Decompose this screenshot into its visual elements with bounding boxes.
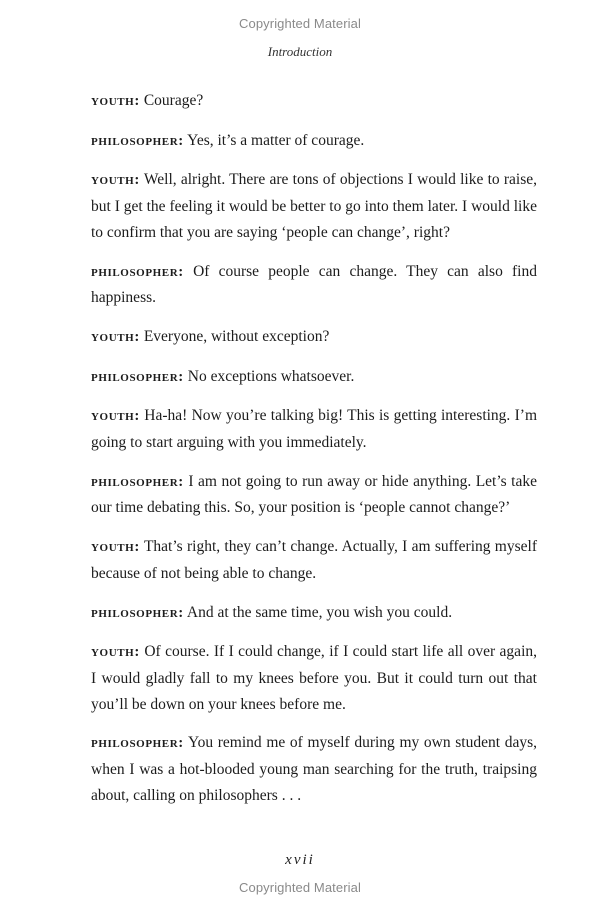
dialogue-text: Of course. If I could change, if I could start life all over again, I would gladly fall to my knees before you. But it could turn out that you’ll be down on your knees before me.: [91, 643, 537, 713]
dialogue-paragraph: [91, 600, 537, 627]
speaker-label: philosopher:: [91, 473, 184, 490]
dialogue-paragraph: [91, 534, 537, 586]
dialogue-text: And at the same time, you wish you could.: [183, 603, 453, 621]
dialogue-paragraph: [91, 259, 537, 311]
copyright-watermark-top: Copyrighted Material: [239, 16, 361, 31]
dialogue-text: Well, alright. There are tons of objections I would like to raise, but I get the feeling it would be better to go into them later. I would like to confirm that you are saying ‘people can change’, right?: [91, 171, 537, 241]
speaker-label: youth:: [91, 328, 140, 345]
dialogue-paragraph: [91, 128, 537, 155]
dialogue-body: [91, 88, 537, 821]
dialogue-paragraph: [91, 403, 537, 455]
dialogue-text: Everyone, without exception?: [139, 327, 330, 345]
dialogue-paragraph: [91, 730, 537, 808]
dialogue-paragraph: [91, 469, 537, 521]
dialogue-text: That’s right, they can’t change. Actually, I am suffering myself because of not being able to change.: [91, 538, 537, 582]
speaker-label: youth:: [91, 644, 140, 661]
speaker-label: youth:: [91, 172, 140, 189]
dialogue-paragraph: [91, 167, 537, 245]
dialogue-paragraph: [91, 324, 537, 351]
dialogue-text: Courage?: [139, 92, 204, 109]
dialogue-text: You remind me of myself during my own student days, when I was a hot-blooded young man searching for the truth, traipsing about, calling on philosophers . . .: [91, 734, 537, 804]
dialogue-text: No exceptions whatsoever.: [183, 367, 355, 385]
dialogue-paragraph: [91, 639, 537, 717]
speaker-label: youth:: [91, 408, 140, 425]
dialogue-text: Yes, it’s a matter of courage.: [183, 131, 365, 149]
speaker-label: philosopher:: [91, 132, 184, 149]
speaker-label: philosopher:: [91, 368, 184, 385]
speaker-label: philosopher:: [91, 263, 184, 280]
dialogue-text: I am not going to run away or hide anything. Let’s take our time debating this. So, your position is ‘people cannot change?’: [91, 472, 537, 517]
speaker-label: philosopher:: [91, 604, 184, 621]
dialogue-paragraph: [91, 364, 537, 391]
dialogue-text: Ha-ha! Now you’re talking big! This is getting interesting. I’m going to start arguing with you immediately.: [91, 407, 537, 452]
speaker-label: youth:: [91, 93, 140, 109]
dialogue-paragraph: [91, 88, 537, 115]
page-number: xvii: [285, 852, 315, 868]
speaker-label: youth:: [91, 539, 140, 556]
speaker-label: philosopher:: [91, 735, 184, 752]
copyright-watermark-bottom: Copyrighted Material: [239, 880, 361, 895]
running-head: Introduction: [267, 44, 333, 59]
dialogue-text: Of course people can change. They can also find happiness.: [91, 262, 537, 307]
